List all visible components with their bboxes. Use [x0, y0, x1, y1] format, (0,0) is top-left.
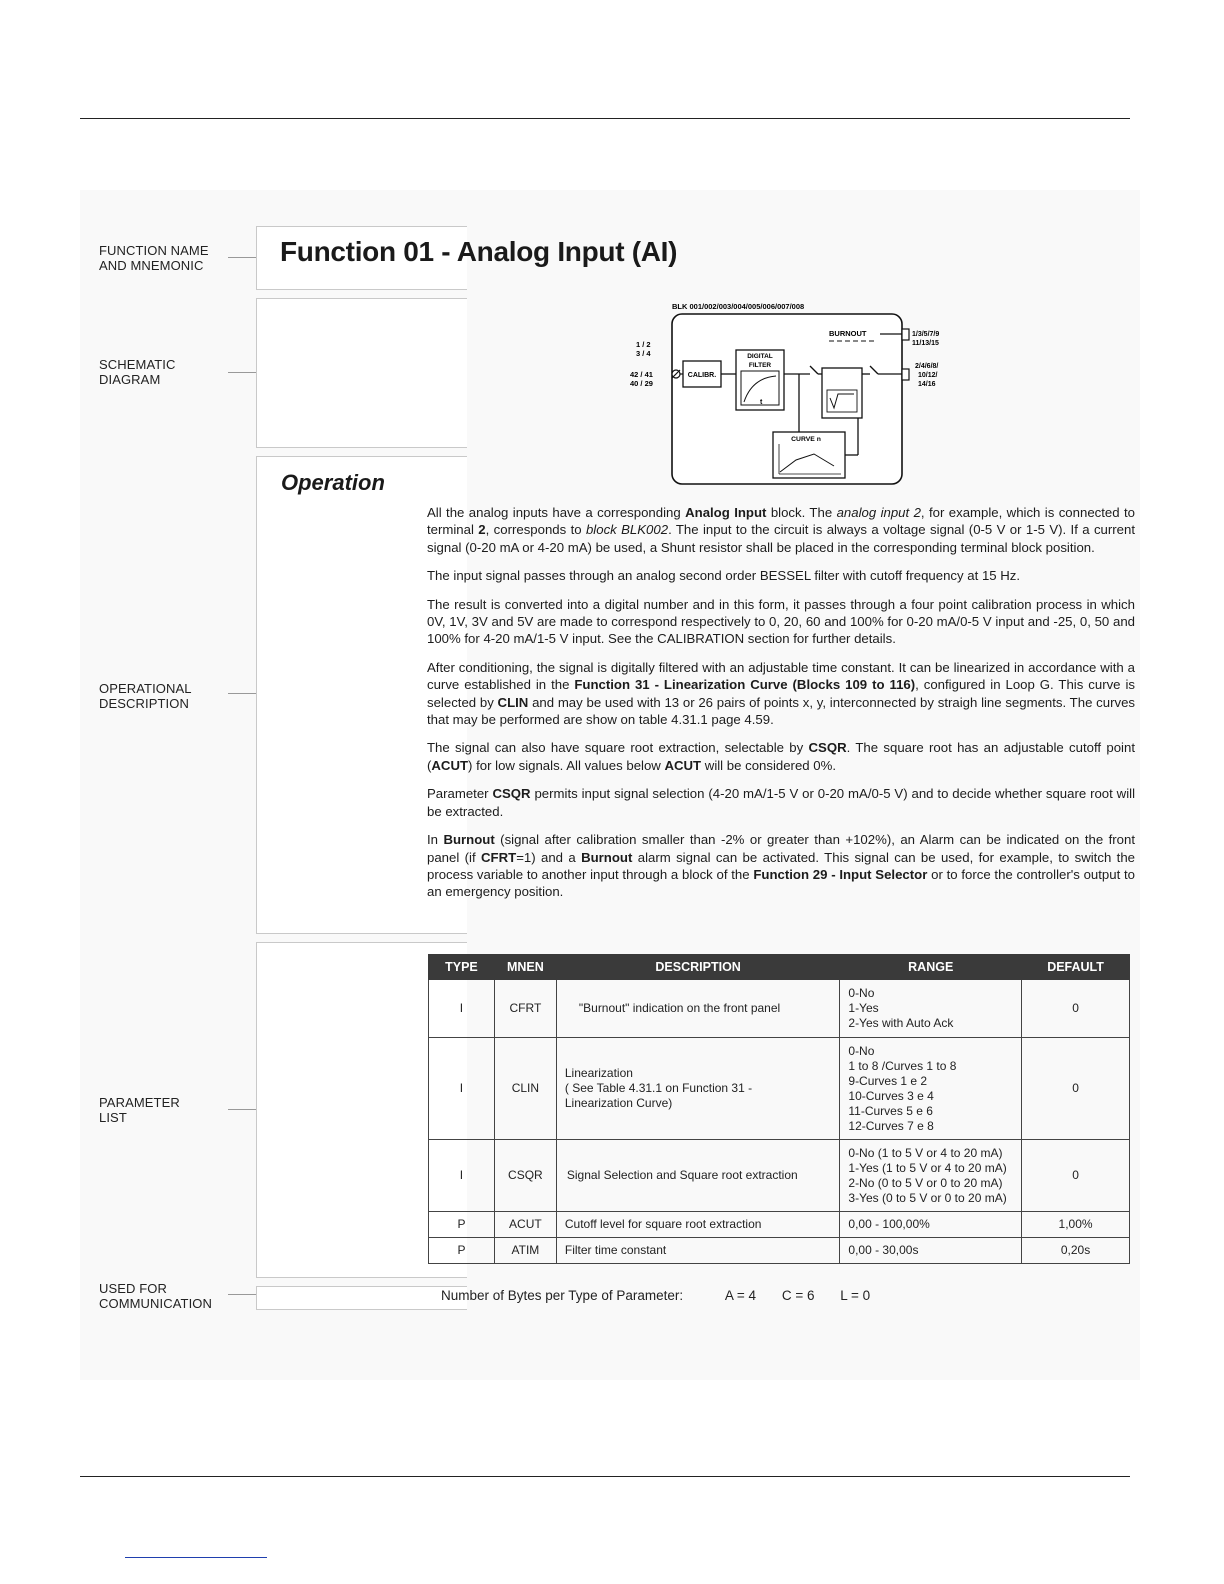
cell-range: 0,00 - 100,00%	[840, 1212, 1022, 1238]
column-header-default: DEFAULT	[1022, 955, 1130, 980]
burnout-output-terminal	[902, 329, 909, 340]
calibr-label: CALIBR.	[687, 372, 717, 379]
paragraph: All the analog inputs have a corresponding Analog Input block. The analog input 2, for example, which is connected to terminal 2, corresponds to block BLK002. The input to the circuit is always a voltage signal (0-5 V or 1-5 V). If a current signal (0-20 mA or 4-20 mA) be used, a Shunt resistor shall be placed in the corresponding terminal block position.	[427, 505, 1135, 555]
column-header-description: DESCRIPTION	[556, 955, 840, 980]
connector-line	[228, 1109, 256, 1110]
section-box-communication	[256, 1286, 467, 1310]
output-label: 14/16	[918, 381, 936, 388]
operation-heading: Operation	[281, 470, 385, 495]
input-terminal-label: 40 / 29	[630, 379, 653, 388]
cell-description: Signal Selection and Square root extraction	[556, 1140, 840, 1212]
function-title: Function 01 - Analog Input (AI)	[280, 236, 678, 267]
cell-mnen: ACUT	[494, 1212, 556, 1238]
bytes-c: C = 6	[781, 1288, 815, 1303]
burnout-out-label: 1/3/5/7/9	[912, 331, 940, 338]
cell-description: Linearization ( See Table 4.31.1 on Function 31 - Linearization Curve)	[556, 1038, 840, 1140]
schematic-diagram	[620, 298, 960, 490]
cell-range: 0-No 1-Yes 2-Yes with Auto Ack	[840, 980, 1022, 1038]
communication-bytes	[441, 1288, 870, 1303]
cell-type: I	[429, 980, 495, 1038]
digital-label: DIGITAL	[747, 353, 773, 360]
cell-mnen: CLIN	[494, 1038, 556, 1140]
cell-default: 0,20s	[1022, 1238, 1130, 1264]
table-row	[429, 1140, 1130, 1212]
column-header-range: RANGE	[840, 955, 1022, 980]
bytes-l: L = 0	[840, 1288, 871, 1303]
cell-default: 0	[1022, 980, 1130, 1038]
cell-type: P	[429, 1238, 495, 1264]
operational-description-text	[427, 504, 1135, 912]
cell-description: Cutoff level for square root extraction	[556, 1212, 840, 1238]
table-row	[429, 1038, 1130, 1140]
connector-line	[228, 693, 256, 694]
parameter-table	[428, 954, 1130, 1264]
cell-type: P	[429, 1212, 495, 1238]
communication-label: Number of Bytes per Type of Parameter:	[441, 1288, 684, 1303]
label-operational-description: OPERATIONAL DESCRIPTION	[99, 681, 192, 711]
paragraph: The result is converted into a digital number and in this form, it passes through a four point calibration process in which 0V, 1V, 3V and 5V are made to correspond respectively to 0, 20, 60 and 100% for 0-20 mA/0-5 V input and -25, 0, 50 and 100% for 4-20 mA/1-5 V input. See the CALIBRATION section for further details.	[427, 596, 1135, 647]
connector-line	[228, 1294, 256, 1295]
cell-range: 0,00 - 30,00s	[840, 1238, 1022, 1264]
connector-line	[228, 257, 256, 258]
table-header-row	[429, 955, 1130, 980]
column-header-mnen: MNEN	[494, 955, 556, 980]
input-terminal-label: 42 / 41	[630, 370, 653, 379]
filter-t-label: t	[760, 399, 763, 406]
cell-description: "Burnout" indication on the front panel	[556, 980, 840, 1038]
paragraph: In Burnout (signal after calibration smaller than -2% or greater than +102%), an Alarm can be indicated on the front panel (if CFRT=1) and a Burnout alarm signal can be activated. This signal can be used, for example, to switch the process variable to another input through a block of the Function 29 - Input Selector or to force the controller's output to an emergency position.	[427, 832, 1135, 900]
cell-default: 0	[1022, 1038, 1130, 1140]
cell-description: Filter time constant	[556, 1238, 840, 1264]
cell-mnen: CFRT	[494, 980, 556, 1038]
column-header-type: TYPE	[429, 955, 495, 980]
curve-label: CURVE n	[791, 436, 821, 443]
paragraph: After conditioning, the signal is digitally filtered with an adjustable time constant. It can be linearized in accordance with a curve established in the Function 31 - Linearization Curve (Blocks 109 to 116), configured in Loop G. This curve is selected by CLIN and may be used with 13 or 26 pairs of points x, y, interconnected by straigh line segments. The curves that may be performed are show on table 4.31.1 page 4.59.	[427, 659, 1135, 728]
burnout-out-label: 11/13/15	[912, 340, 939, 347]
output-terminal	[902, 369, 909, 380]
bytes-a: A = 4	[724, 1288, 757, 1303]
output-label: 10/12/	[918, 372, 938, 379]
cell-range: 0-No (1 to 5 V or 4 to 20 mA) 1-Yes (1 to 5 V or 4 to 20 mA) 2-No (0 to 5 V or 0 to 20 mA) 3-Yes (0 to 5 V or 0 to 20 mA)	[840, 1140, 1022, 1212]
label-function-name: FUNCTION NAME AND MNEMONIC	[99, 243, 209, 273]
cell-mnen: CSQR	[494, 1140, 556, 1212]
paragraph: The signal can also have square root extraction, selectable by CSQR. The square root has an adjustable cutoff point (ACUT) for low signals. All values below ACUT will be considered 0%.	[427, 740, 1135, 773]
table-row	[429, 1238, 1130, 1264]
label-parameter-list: PARAMETER LIST	[99, 1095, 180, 1125]
burnout-label: BURNOUT	[829, 329, 867, 338]
header-rule	[80, 118, 1130, 119]
table-row	[429, 1212, 1130, 1238]
cell-mnen: ATIM	[494, 1238, 556, 1264]
label-used-for-communication: USED FOR COMMUNICATION	[99, 1281, 212, 1311]
paragraph: Parameter CSQR permits input signal selection (4-20 mA/1-5 V or 0-20 mA/0-5 V) and to decide whether square root will be extracted.	[427, 786, 1135, 819]
paragraph: The input signal passes through an analog second order BESSEL filter with cutoff frequency at 15 Hz.	[427, 568, 1021, 584]
cell-range: 0-No 1 to 8 /Curves 1 to 8 9-Curves 1 e 2 10-Curves 3 e 4 11-Curves 5 e 6 12-Curves 7 e 8	[840, 1038, 1022, 1140]
cell-default: 1,00%	[1022, 1212, 1130, 1238]
cell-type: I	[429, 1140, 495, 1212]
cell-type: I	[429, 1038, 495, 1140]
output-label: 2/4/6/8/	[915, 363, 939, 370]
input-terminal-label: 1 / 2	[636, 340, 651, 349]
connector-line	[228, 372, 256, 373]
label-schematic-diagram: SCHEMATIC DIAGRAM	[99, 357, 176, 387]
input-terminal-label: 3 / 4	[636, 349, 651, 358]
footer-rule	[80, 1476, 1130, 1477]
cell-default: 0	[1022, 1140, 1130, 1212]
table-row	[429, 980, 1130, 1038]
footer-link-underline[interactable]	[125, 1557, 267, 1558]
filter-label: FILTER	[748, 362, 772, 369]
blk-label: BLK 001/002/003/004/005/006/007/008	[672, 302, 805, 311]
section-box-schematic	[256, 298, 467, 448]
